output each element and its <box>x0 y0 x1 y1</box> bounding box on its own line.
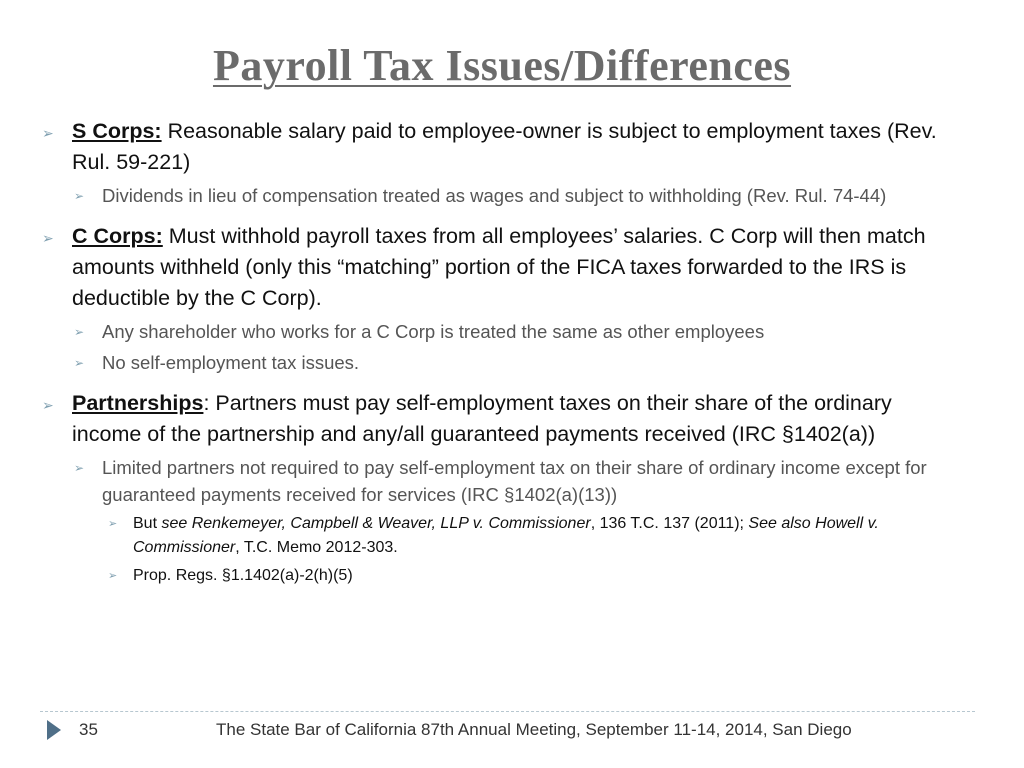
citation-text: But <box>133 515 162 532</box>
citation-text: , 136 T.C. 137 (2011); <box>590 515 749 532</box>
sub-sub-bullet-text: Prop. Regs. §1.1402(a)-2(h)(5) <box>133 567 353 584</box>
arrow-bullet-icon: ➢ <box>42 397 54 413</box>
page-number: 35 <box>79 720 98 739</box>
sub-bullet-text: Dividends in lieu of compensation treated as wages and subject to withholding (Rev. Rul. 74-44) <box>102 185 887 206</box>
arrow-bullet-icon: ➢ <box>108 518 118 530</box>
arrow-bullet-icon: ➢ <box>108 570 118 582</box>
bullet-keyword: Partnerships <box>72 391 204 415</box>
arrow-bullet-icon: ➢ <box>74 325 85 339</box>
bullet-text: : Partners must pay self-employment taxes on their share of the ordinary income of the partnership and any/all guaranteed payments received (IRC §1402(a)) <box>72 391 892 446</box>
sub-bullet-text: Limited partners not required to pay self-employment tax on their share of ordinary income except for guaranteed payments received for services (IRC §1402(a)(13)) <box>102 457 927 505</box>
sub-sub-bullet-prop-regs <box>40 564 940 588</box>
sub-bullet <box>40 454 940 508</box>
bullet-s-corps <box>40 116 940 178</box>
footer-text: The State Bar of California 87th Annual Meeting, September 11-14, 2014, San Diego <box>216 720 852 739</box>
arrow-bullet-icon: ➢ <box>74 356 85 370</box>
arrow-bullet-icon: ➢ <box>74 189 85 203</box>
bullet-keyword: S Corps: <box>72 119 162 143</box>
play-arrow-icon <box>47 720 61 740</box>
slide-title: Payroll Tax Issues/Differences <box>212 41 792 90</box>
bullet-partnerships <box>40 388 940 450</box>
arrow-bullet-icon: ➢ <box>42 230 54 246</box>
arrow-bullet-icon: ➢ <box>42 125 54 141</box>
footer-divider <box>40 711 975 712</box>
citation-text: , T.C. Memo 2012-303. <box>235 539 398 556</box>
sub-bullet <box>40 318 940 345</box>
bullet-c-corps <box>40 221 940 314</box>
sub-bullet-text: No self-employment tax issues. <box>102 352 360 373</box>
citation-case-name: see Renkemeyer, Campbell & Weaver, LLP v. Commissioner <box>161 515 591 532</box>
bullet-text: Must withhold payroll taxes from all employees’ salaries. C Corp will then match amounts withheld (only this “matching” portion of the FICA taxes forwarded to the IRS is deductible by the C Corp). <box>72 224 926 310</box>
bullet-text: Reasonable salary paid to employee-owner is subject to employment taxes (Rev. Rul. 59-221) <box>72 119 937 174</box>
sub-bullet-text: Any shareholder who works for a C Corp is treated the same as other employees <box>102 321 765 342</box>
arrow-bullet-icon: ➢ <box>74 461 85 475</box>
sub-bullet <box>40 349 940 376</box>
citation-case-name: See also Howell v. Commissioner <box>133 515 879 556</box>
bullet-keyword: C Corps: <box>72 224 163 248</box>
sub-sub-bullet-case-citation <box>40 512 940 560</box>
sub-bullet <box>40 182 940 209</box>
slide-content <box>40 112 940 588</box>
